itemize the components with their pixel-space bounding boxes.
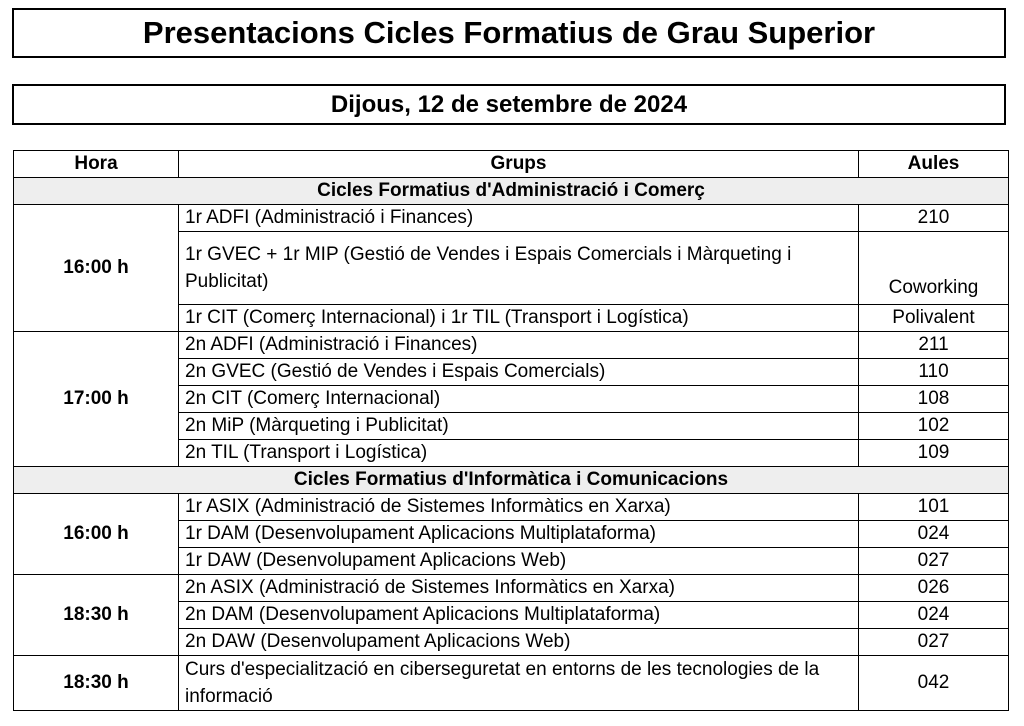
group-cell: 1r CIT (Comerç Internacional) i 1r TIL (Transport i Logística) bbox=[179, 305, 859, 332]
group-cell: 2n CIT (Comerç Internacional) bbox=[179, 386, 859, 413]
group-cell: 2n TIL (Transport i Logística) bbox=[179, 440, 859, 467]
room-cell: Coworking bbox=[859, 232, 1009, 305]
time-cell: 17:00 h bbox=[14, 332, 179, 467]
group-cell: 1r ADFI (Administració i Finances) bbox=[179, 205, 859, 232]
section-title: Cicles Formatius d'Informàtica i Comunicacions bbox=[14, 467, 1009, 494]
table-header-row bbox=[14, 151, 1009, 178]
room-cell: 109 bbox=[859, 440, 1009, 467]
header-grups: Grups bbox=[179, 151, 859, 178]
room-cell: 102 bbox=[859, 413, 1009, 440]
group-cell: 2n GVEC (Gestió de Vendes i Espais Comercials) bbox=[179, 359, 859, 386]
room-cell: 042 bbox=[859, 656, 1009, 711]
time-cell: 16:00 h bbox=[14, 494, 179, 575]
group-cell: 2n ASIX (Administració de Sistemes Informàtics en Xarxa) bbox=[179, 575, 859, 602]
time-cell: 16:00 h bbox=[14, 205, 179, 332]
room-cell: 210 bbox=[859, 205, 1009, 232]
section-row bbox=[14, 178, 1009, 205]
group-cell: 1r ASIX (Administració de Sistemes Informàtics en Xarxa) bbox=[179, 494, 859, 521]
room-cell: 024 bbox=[859, 521, 1009, 548]
group-cell: 1r GVEC + 1r MIP (Gestió de Vendes i Espais Comercials i Màrqueting i Publicitat) bbox=[179, 232, 859, 305]
group-cell: 2n ADFI (Administració i Finances) bbox=[179, 332, 859, 359]
room-cell: 101 bbox=[859, 494, 1009, 521]
room-cell: 211 bbox=[859, 332, 1009, 359]
table-row bbox=[14, 332, 1009, 359]
room-cell: 110 bbox=[859, 359, 1009, 386]
table-row bbox=[14, 575, 1009, 602]
header-hora: Hora bbox=[14, 151, 179, 178]
schedule-table bbox=[13, 150, 1009, 711]
group-cell: 2n DAW (Desenvolupament Aplicacions Web) bbox=[179, 629, 859, 656]
table-row bbox=[14, 205, 1009, 232]
time-cell: 18:30 h bbox=[14, 575, 179, 656]
room-cell: 108 bbox=[859, 386, 1009, 413]
time-cell: 18:30 h bbox=[14, 656, 179, 711]
group-cell: 1r DAM (Desenvolupament Aplicacions Multiplataforma) bbox=[179, 521, 859, 548]
group-cell: 2n MiP (Màrqueting i Publicitat) bbox=[179, 413, 859, 440]
page-title: Presentacions Cicles Formatius de Grau Superior bbox=[12, 8, 1006, 58]
header-aules: Aules bbox=[859, 151, 1009, 178]
room-cell: 027 bbox=[859, 548, 1009, 575]
room-cell: 024 bbox=[859, 602, 1009, 629]
table-row bbox=[14, 656, 1009, 711]
room-cell: Polivalent bbox=[859, 305, 1009, 332]
group-cell: Curs d'especialització en ciberseguretat en entorns de les tecnologies de la informació bbox=[179, 656, 859, 711]
room-cell: 027 bbox=[859, 629, 1009, 656]
room-cell: 026 bbox=[859, 575, 1009, 602]
group-cell: 1r DAW (Desenvolupament Aplicacions Web) bbox=[179, 548, 859, 575]
group-cell: 2n DAM (Desenvolupament Aplicacions Multiplataforma) bbox=[179, 602, 859, 629]
section-row bbox=[14, 467, 1009, 494]
date-heading: Dijous, 12 de setembre de 2024 bbox=[12, 84, 1006, 125]
section-title: Cicles Formatius d'Administració i Comerç bbox=[14, 178, 1009, 205]
table-row bbox=[14, 494, 1009, 521]
